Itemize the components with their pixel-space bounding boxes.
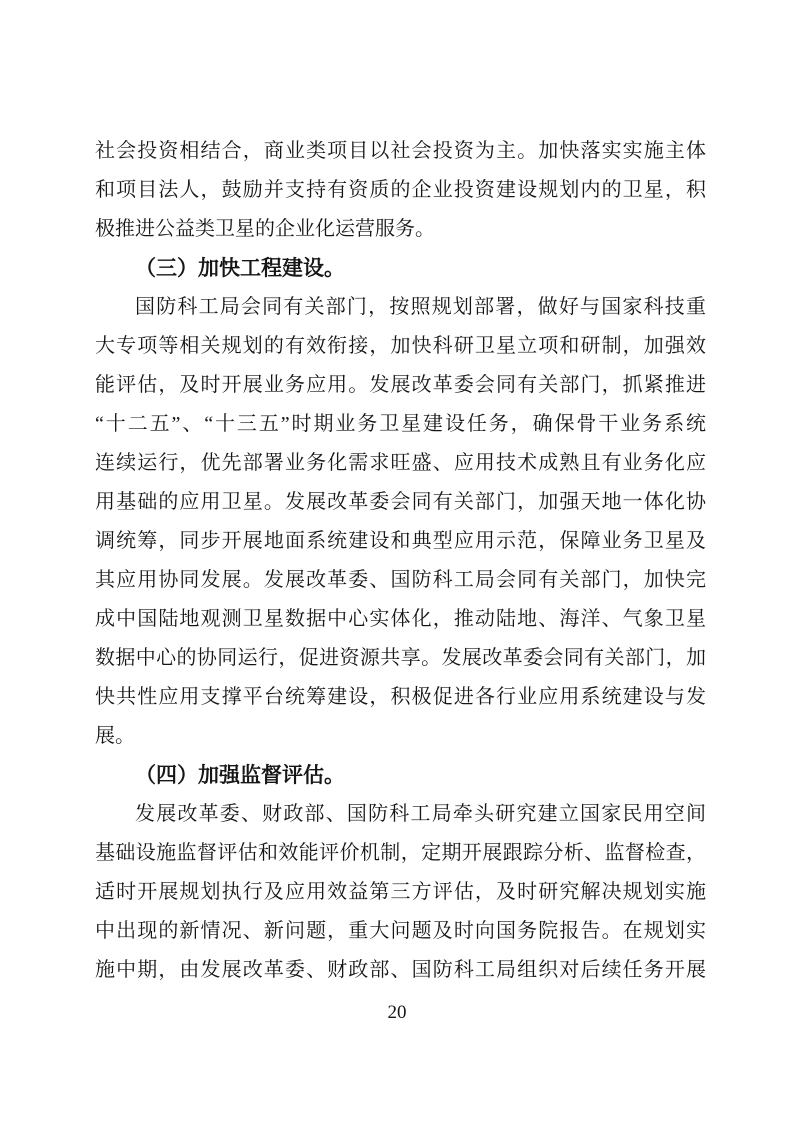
- text-line: 连续运行，优先部署业务化需求旺盛、应用技术成熟且有业务化应: [95, 452, 706, 474]
- text-line: 社会投资相结合，商业类项目以社会投资为主。加快落实实施主体: [95, 140, 706, 162]
- text-line: 其应用协同发展。发展改革委、国防科工局会同有关部门，加快完: [95, 569, 706, 591]
- text-line: 极推进公益类卫星的企业化运营服务。: [95, 218, 435, 240]
- text-line: 大专项等相关规划的有效衔接，加快科研卫星立项和研制，加强效: [95, 335, 706, 357]
- text-line: 国防科工局会同有关部门，按照规划部署，做好与国家科技重: [135, 296, 706, 318]
- text-line: 调统筹，同步开展地面系统建设和典型应用示范，保障业务卫星及: [95, 530, 706, 552]
- text-line: 中出现的新情况、新问题，重大问题及时向国务院报告。在规划实: [95, 920, 706, 942]
- section-heading: （三）加快工程建设。: [135, 257, 345, 280]
- text-line: 施中期，由发展改革委、财政部、国防科工局组织对后续任务开展: [95, 959, 706, 981]
- text-line: 和项目法人，鼓励并支持有资质的企业投资建设规划内的卫星，积: [95, 179, 706, 201]
- text-line: 用基础的应用卫星。发展改革委会同有关部门，加强天地一体化协: [95, 491, 706, 513]
- section-heading: （四）加强监督评估。: [135, 764, 345, 787]
- text-line: “十二五”、“十三五”时期业务卫星建设任务，确保骨干业务系统: [95, 413, 706, 435]
- text-line: 发展改革委、财政部、国防科工局牵头研究建立国家民用空间: [135, 803, 706, 825]
- text-line: 数据中心的协同运行，促进资源共享。发展改革委会同有关部门，加: [95, 647, 706, 669]
- document-body: [95, 132, 706, 990]
- text-line: 快共性应用支撑平台统筹建设，积极促进各行业应用系统建设与发: [95, 686, 706, 708]
- text-line: 成中国陆地观测卫星数据中心实体化，推动陆地、海洋、气象卫星: [95, 608, 706, 630]
- text-line: 基础设施监督评估和效能评价机制，定期开展跟踪分析、监督检查，: [95, 842, 706, 864]
- text-line: 展。: [95, 725, 135, 747]
- text-line: 适时开展规划执行及应用效益第三方评估，及时研究解决规划实施: [95, 881, 706, 903]
- page-number: 20: [387, 1002, 407, 1023]
- text-line: 能评估，及时开展业务应用。发展改革委会同有关部门，抓紧推进: [95, 374, 706, 396]
